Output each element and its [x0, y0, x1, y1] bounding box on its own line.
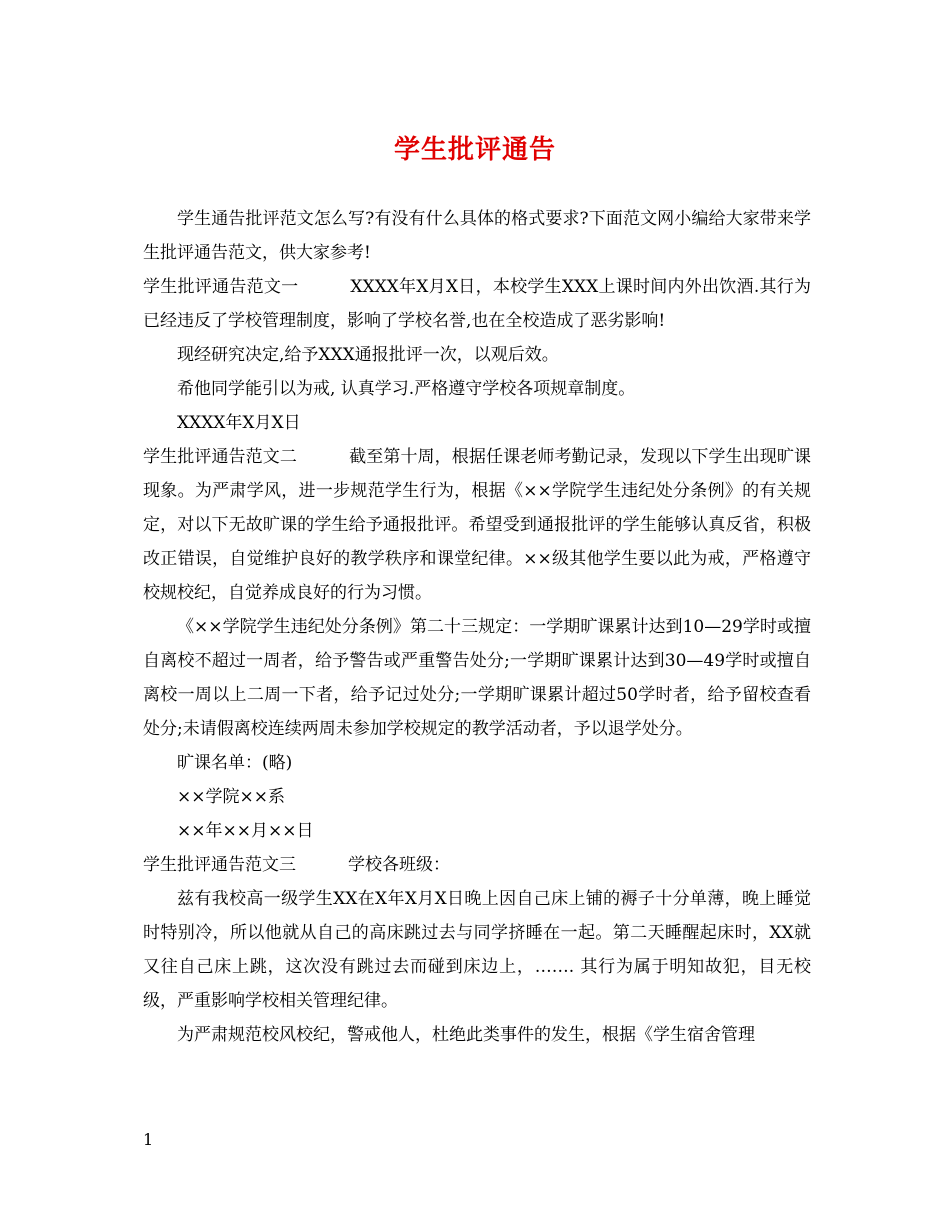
sample-three-decision: 为严肃规范校风校纪，警戒他人，杜绝此类事件的发生，根据《学生宿舍管理 [177, 1025, 755, 1045]
sample-two-organization: ××学院××系 [177, 787, 285, 807]
sample-two-regulation: 《××学院学生违纪处分条例》第二十三规定：一学期旷课累计达到10—29学时或擅自离校不超过一周者，给予警告或严重警告处分;一学期旷课累计达到30—49学时或擅自离校一周以上二周一下者，给予记过处分;一学期旷课累计超过50学时者，给予留校查看处分;未请假离校连续两周未参加学校规定的教学活动者，予以退学处分。 [143, 617, 811, 739]
document-body [143, 202, 811, 1052]
sample-three-label: 学生批评通告范文三 [143, 855, 296, 875]
sample-two-absence-list: 旷课名单：(略) [177, 753, 293, 773]
sample-one-date: XXXX年X月X日 [177, 413, 301, 433]
sample-three-incident: 兹有我校高一级学生XX在X年X月X日晚上因自己床上铺的褥子十分单薄，晚上睡觉时特别冷，所以他就从自己的高床跳过去与同学挤睡在一起。第二天睡醒起床时，XX就又往自己床上跳，这次没有跳过去而碰到床边上，……. 其行为属于明知故犯，目无校级，严重影响学校相关管理纪律。 [143, 889, 811, 1011]
sample-two-date: ××年××月××日 [177, 821, 314, 841]
sample-one-decision: 现经研究决定,给予XXX通报批评一次，以观后效。 [177, 345, 559, 365]
sample-three-text: 学校各班级： [348, 855, 450, 875]
sample-two-text: 截至第十周，根据任课老师考勤记录，发现以下学生出现旷课现象。为严肃学风，进一步规范学生行为，根据《××学院学生违纪处分条例》的有关规定，对以下无故旷课的学生给予通报批评。希望受到通报批评的学生能够认真反省，积极改正错误，自觉维护良好的教学秩序和课堂纪律。××级其他学生要以此为戒，严格遵守校规校纪，自觉养成良好的行为习惯。 [143, 447, 811, 603]
sample-one-paragraph [143, 270, 811, 338]
sample-two-paragraph [143, 440, 811, 610]
sample-one-text: XXXX年X月X日，本校学生XXX上课时间内外出饮酒.其行为已经违反了学校管理制度，影响了学校名誉,也在全校造成了恶劣影响! [143, 277, 812, 331]
document-title: 学生批评通告 [393, 135, 556, 165]
sample-one-label: 学生批评通告范文一 [143, 277, 299, 297]
intro-paragraph: 学生通告批评范文怎么写?有没有什么具体的格式要求?下面范文网小编给大家带来学生批评通告范文，供大家参考! [143, 209, 811, 263]
sample-two-label: 学生批评通告范文二 [143, 447, 297, 467]
sample-three-paragraph [143, 848, 811, 882]
sample-one-warning: 希他同学能引以为戒, 认真学习.严格遵守学校各项规章制度。 [177, 379, 636, 399]
page-number: 1 [143, 1130, 154, 1149]
